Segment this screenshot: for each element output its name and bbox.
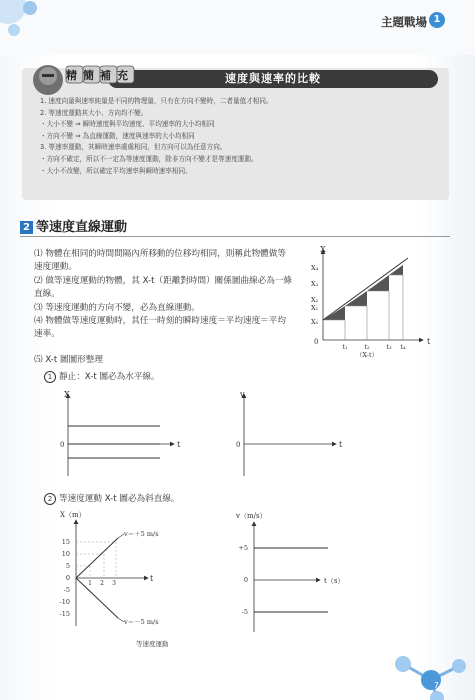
step-shaded-triangle: [367, 275, 389, 291]
axis-label: v（m/s）: [236, 512, 267, 520]
y-tick-label: X₁: [311, 304, 319, 312]
logo-text: 精簡補充: [66, 69, 134, 82]
axis-label: X: [320, 245, 326, 254]
figure-rest-vt: [232, 388, 352, 478]
chapter-badge: 1: [429, 12, 445, 28]
line-label: v＝－5 m/s: [124, 618, 159, 626]
sub-item-rest: [44, 370, 160, 383]
y-tick-label: -5: [241, 608, 248, 616]
summary-line: ・大小不改變，所以確定平均速率與瞬時速率相同。: [40, 166, 192, 175]
y-tick-label: -10: [59, 598, 70, 606]
x-tick-label: t₄: [400, 343, 406, 351]
figure-rest-xt: [56, 388, 186, 478]
section-number: 2: [20, 221, 33, 234]
section-title: [20, 216, 127, 235]
sub-item-uniform: [44, 492, 180, 505]
x-tick-label: t₃: [386, 343, 392, 351]
figure-caption: （X-t）: [355, 351, 379, 359]
xt-line: [323, 258, 408, 320]
summary-line: ・方向不變 ⇒ 為直線運動，速度與速率的大小均相同: [40, 131, 195, 140]
x-tick-label: 3: [112, 580, 116, 587]
x-tick-label: 1: [88, 580, 92, 587]
axis-label: t: [177, 440, 181, 449]
y-tick-label: 15: [61, 538, 70, 546]
y-tick-label: 5: [65, 562, 70, 570]
axis-label: t: [427, 337, 431, 346]
page-number: 7: [433, 681, 439, 690]
y-tick-label: +5: [238, 544, 248, 552]
x-tick-label: 2: [100, 580, 104, 587]
origin-label: 0: [60, 441, 65, 449]
circled-number: 1: [44, 371, 56, 383]
figure-xt-steps: [303, 244, 433, 359]
axis-label: X: [64, 390, 70, 399]
summary-line: ・大小不變 ⇒ 瞬時速度與平均速度、平均速率的大小均相同: [40, 120, 215, 129]
section-item: ⑷ 物體做等速度運動時，其任一時刻的瞬時速度＝平均速度＝平均速率。: [34, 316, 286, 340]
sub-item-text: 等速度運動 X-t 圖必為斜直線。: [59, 494, 180, 504]
axis-label: t: [150, 574, 154, 583]
summary-line: 3. 等速率運動，其瞬時速率處處相同，但方向可以為任意方向。: [40, 143, 227, 152]
axis-label: t: [339, 440, 343, 449]
summary-line: 2. 等速度運動其大小、方向均不變。: [40, 108, 148, 117]
summary-lines: [40, 96, 273, 177]
axis-label: X（m）: [60, 511, 86, 519]
figure-caption: 等速度運動: [136, 640, 169, 648]
section-item: ⑶ 等速度運動的方向不變，必為直線運動。: [34, 302, 201, 313]
y-tick-label: X₀: [311, 318, 319, 326]
circled-number: 2: [44, 493, 56, 505]
section-item-5: ⑸ X-t 圖圖形整理: [34, 355, 103, 365]
summary-heading: 速度與速率的比較: [108, 70, 438, 88]
section-item: ⑵ 做等速度運動的物體，其 X-t（距離對時間）關係圖曲線必為一條直線。: [34, 275, 293, 300]
y-tick-label: X₄: [311, 264, 319, 272]
section-divider: [20, 236, 450, 237]
y-tick-label: X₂: [311, 296, 319, 304]
y-tick-label: 10: [61, 550, 70, 558]
summary-line: ・方向不確定，所以不一定為等速度運動，除非方向不變才是等速度運動。: [40, 154, 258, 163]
figure-uniform-xt: [52, 508, 212, 656]
y-tick-label: -5: [63, 586, 70, 594]
header-title: 主題戰場: [381, 15, 427, 29]
origin-label: 0: [314, 338, 319, 346]
y-tick-label: 0: [65, 574, 70, 582]
supplement-logo-icon: [28, 60, 140, 98]
y-tick-label: 0: [243, 576, 248, 584]
y-tick-label: -15: [59, 610, 70, 618]
section-items: [34, 248, 294, 342]
y-tick-label: X₃: [311, 280, 319, 288]
x-tick-label: t₁: [342, 343, 348, 351]
positive-velocity-line: [76, 538, 118, 578]
sub-item-text: 靜止：X-t 圖必為水平線。: [59, 372, 160, 382]
line-label: v＝＋5 m/s: [124, 530, 159, 538]
section-item: ⑴ 物體在相同的時間間隔內所移動的位移均相同，則稱此物體做等速度運動。: [34, 249, 286, 273]
molecule-decoration-icon: [385, 644, 475, 700]
figure-uniform-vt: [232, 508, 362, 638]
x-tick-label: t₂: [364, 343, 370, 351]
origin-label: 0: [236, 441, 241, 449]
bubbles-decoration-icon: [0, 0, 60, 60]
summary-line: 1. 速度向量與速率純量是不同的物理量，只有在方向不變時，二者量值才相同。: [40, 97, 273, 105]
section-title-text: 等速度直線運動: [36, 220, 128, 235]
axis-label: v: [240, 390, 245, 399]
step-shaded-triangle: [345, 291, 367, 306]
axis-label: t（s）: [324, 577, 345, 585]
